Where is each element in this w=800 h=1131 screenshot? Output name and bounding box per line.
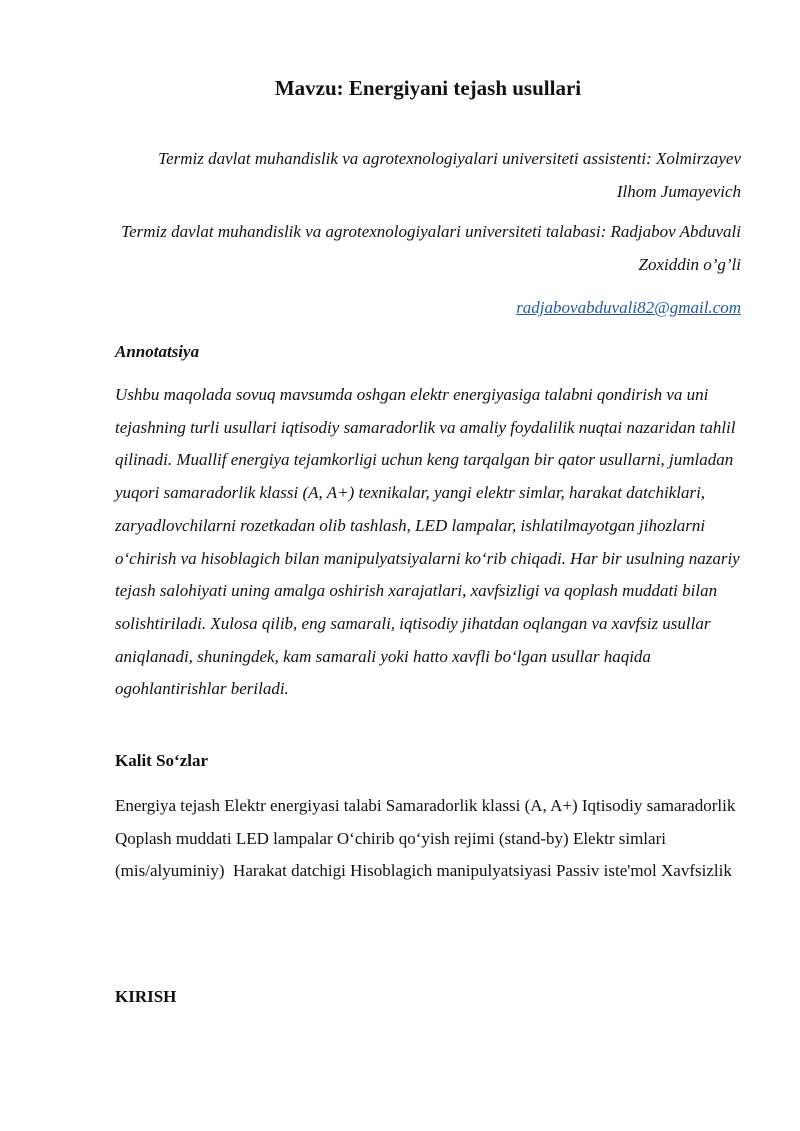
keywords-text: Energiya tejash Elektr energiyasi talabi Samaradorlik klassi (A, A+) Iqtisodiy samaradorlik Qoplash muddati LED lampalar O‘chirib qo‘yish rejimi (stand-by) Elektr simlari (mis/alyuminiy) Harakat datchigi Hisoblagich manipulyatsiyasi Passiv iste'mol Xavfsizlik xyxy=(115,796,744,881)
introduction-heading: KIRISH xyxy=(115,987,177,1006)
keywords-heading: Kalit So‘zlar xyxy=(115,751,209,770)
abstract-heading: Annotatsiya xyxy=(115,342,200,361)
author-email-link[interactable]: radjabovabduvali82@gmail.com xyxy=(516,298,741,317)
document-page xyxy=(115,0,744,1131)
paper-title: Mavzu: Energiyani tejash usullari xyxy=(274,76,582,100)
author-affiliation-student: Termiz davlat muhandislik va agrotexnologiyalari universiteti talabasi: Radjabov Abduvali Zoxiddin o’g’li xyxy=(121,222,741,274)
abstract-text: Ushbu maqolada sovuq mavsumda oshgan elektr energiyasiga talabni qondirish va uni tejashning turli usullari iqtisodiy samaradorlik va amaliy foydalilik nuqtai nazaridan tahlil qilinadi. Muallif energiya tejamkorligi uchun keng tarqalgan bir qator usullarni, jumladan yuqori samaradorlik klassi (A, A+) texnikalar, yangi elektr simlar, harakat datchiklari, zaryadlovchilarni rozetkadan olib tashlash, LED lampalar, ishlatilmayotgan jihozlarni o‘chirish va hisoblagich bilan manipulyatsiyalarni ko‘rib chiqadi. Har bir usulning nazariy tejash salohiyati uning amalga oshirish xarajatlari, xavfsizligi va qoplash muddati bilan solishtiriladi. Xulosa qilib, eng samarali, iqtisodiy jihatdan oqlangan va xavfsiz usullar aniqlanadi, shuningdek, kam samarali yoki hatto xavfli bo‘lgan usullar haqida ogohlantirishlar beriladi. xyxy=(115,385,740,699)
author-affiliation-assistant: Termiz davlat muhandislik va agrotexnologiyalari universiteti assistenti: Xolmirzayev Ilhom Jumayevich xyxy=(158,149,741,201)
